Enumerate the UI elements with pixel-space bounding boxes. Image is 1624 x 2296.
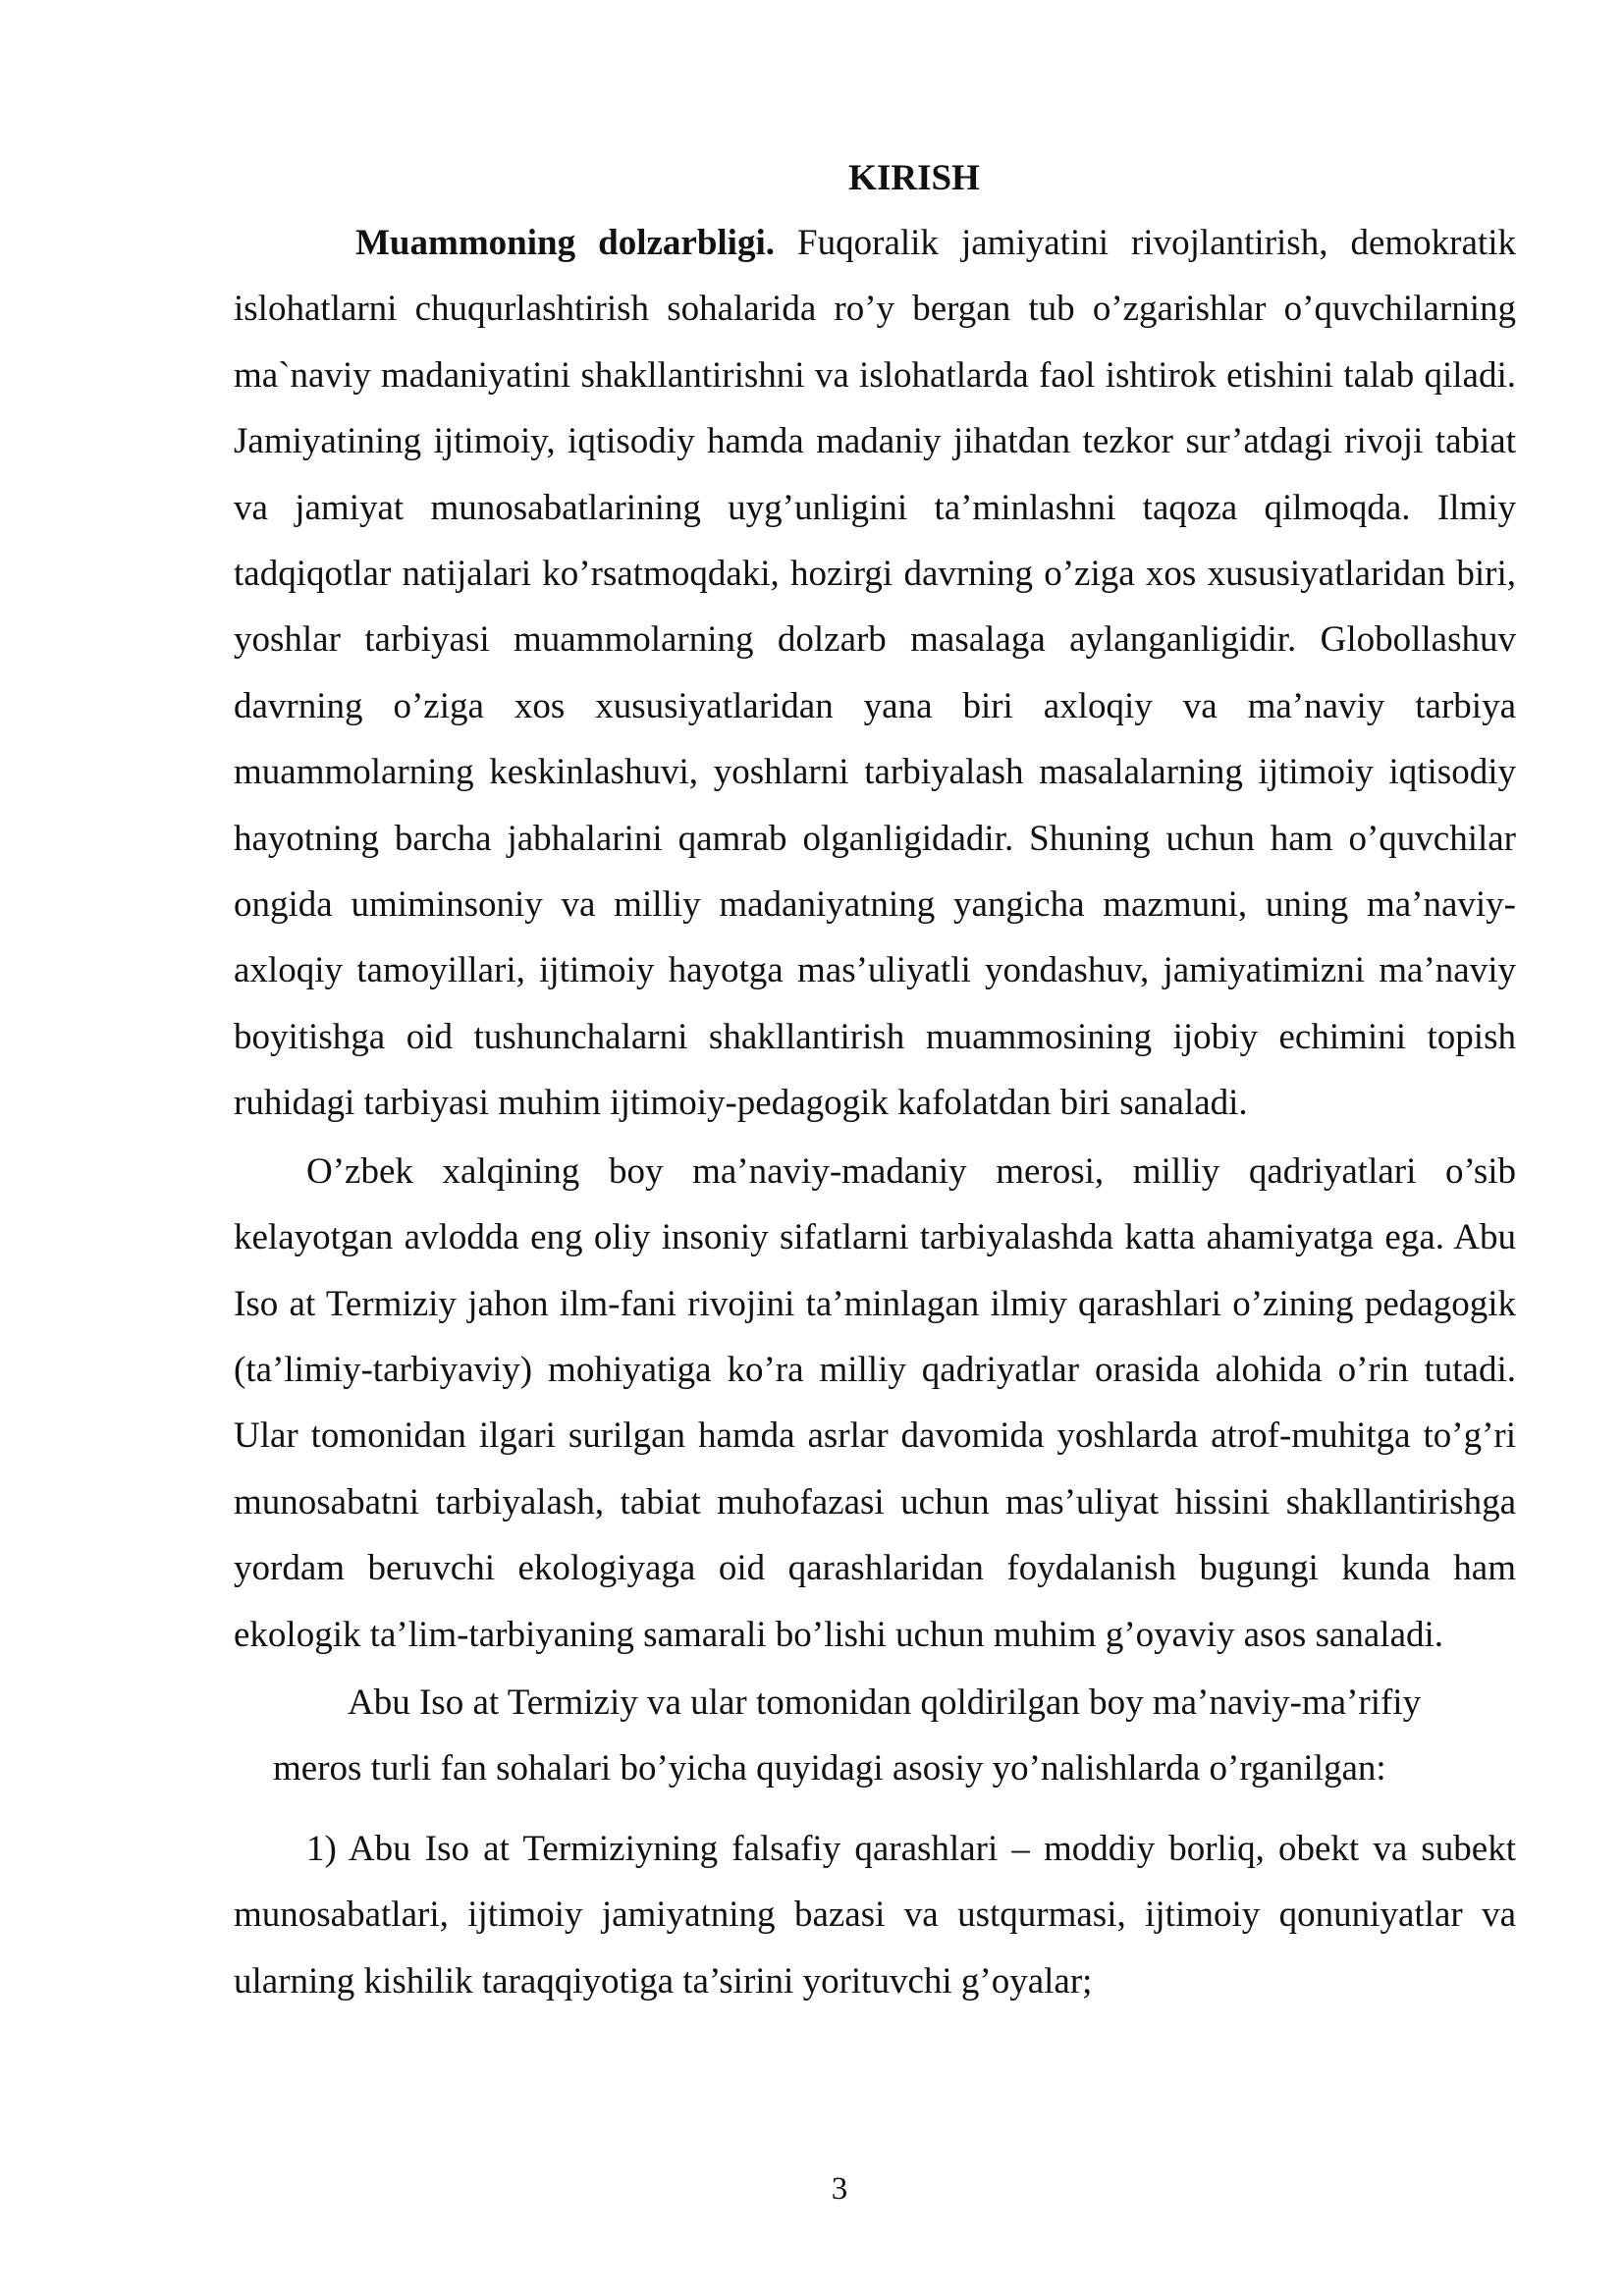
paragraph-heritage: O’zbek xalqining boy ma’naviy-madaniy merosi, milliy qadriyatlari o’sib kelayotgan avlodda eng oliy insoniy sifatlarni tarbiyalashda katta ahamiyatga ega. Abu Iso at Termiziy jahon ilm-fani rivojini ta’minlagan ilmiy qarashlari o’zining pedagogik (ta’limiy-tarbiyaviy) mohiyatiga ko’ra milliy qadriyatlar orasida alohida o’rin tutadi. Ular tomonidan ilgari surilgan hamda asrlar davomida yoshlarda atrof-muhitga to’g’ri munosabatni tarbiyalash, tabiat muhofazasi uchun mas’uliyat hissini shakllantirishga yordam beruvchi ekologiyaga oid qarashlaridan foydalanish bugungi kunda ham ekologik ta’lim-tarbiyaning samarali bo’lishi uchun muhim g’oyaviy asos sanaladi.: [234, 1150, 1516, 1655]
paragraph-study-directions: [234, 1670, 1516, 1802]
paragraph-relevance: [234, 210, 1516, 1137]
paragraph-relevance-text: Fuqoralik jamiyatini rivojlantirish, demokratik islohatlarni chuqurlashtirish sohalarida ro’y bergan tub o’zgarishlar o’quvchilarning ma`naviy madaniyatini shakllantirishni va islohatlarda faol ishtirok etishini talab qiladi. Jamiyatining ijtimoiy, iqtisodiy hamda madaniy jihatdan tezkor sur’atdagi rivoji tabiat va jamiyat munosabatlarining uyg’unligini ta’minlashni taqoza qilmoqda. Ilmiy tadqiqotlar natijalari ko’rsatmoqdaki, hozirgi davrning o’ziga xos xususiyatlaridan biri, yoshlar tarbiyasi muammolarning dolzarb masalaga aylanganligidir. Globollashuv davrning o’ziga xos xususiyatlaridan yana biri axloqiy va ma’naviy tarbiya muammolarning keskinlashuvi, yoshlarni tarbiyalash masalalarning ijtimoiy iqtisodiy hayotning barcha jabhalarini qamrab olganligidadir. Shuning uchun ham o’quvchilar ongida umiminsoniy va milliy madaniyatning yangicha mazmuni, uning ma’naviy-axloqiy tamoyillari, ijtimoiy hayotga mas’uliyatli yondashuv, jamiyatimizni ma’naviy boyitishga oid tushunchalarni shakllantirish muammosining ijobiy echimini topish ruhidagi tarbiyasi muhim ijtimoiy-pedagogik kafolatdan biri sanaladi.: [234, 223, 1516, 1124]
paragraph-study-directions-line2: meros turli fan sohalari bo’yicha quyidagi asosiy yo’nalishlarda o’rganilgan:: [273, 1748, 1386, 1789]
paragraph-lead-bold: Muammoning dolzarbligi.: [355, 223, 775, 263]
document-body: [234, 147, 1516, 2014]
section-heading: KIRISH: [848, 158, 980, 198]
list-item: 1) Abu Iso at Termiziyning falsafiy qarashlari – moddiy borliq, obekt va subekt munosabatlari, ijtimoiy jamiyatning bazasi va ustqurmasi, ijtimoiy qonuniyatlar va ularning kishilik taraqqiyotiga ta’sirini yorituvchi g’oyalar;: [234, 1828, 1516, 2002]
page-number: 3: [831, 2171, 848, 2207]
paragraph-study-directions-line1: Abu Iso at Termiziy va ular tomonidan qoldirilgan boy ma’naviy-ma’rifiy: [348, 1682, 1422, 1723]
